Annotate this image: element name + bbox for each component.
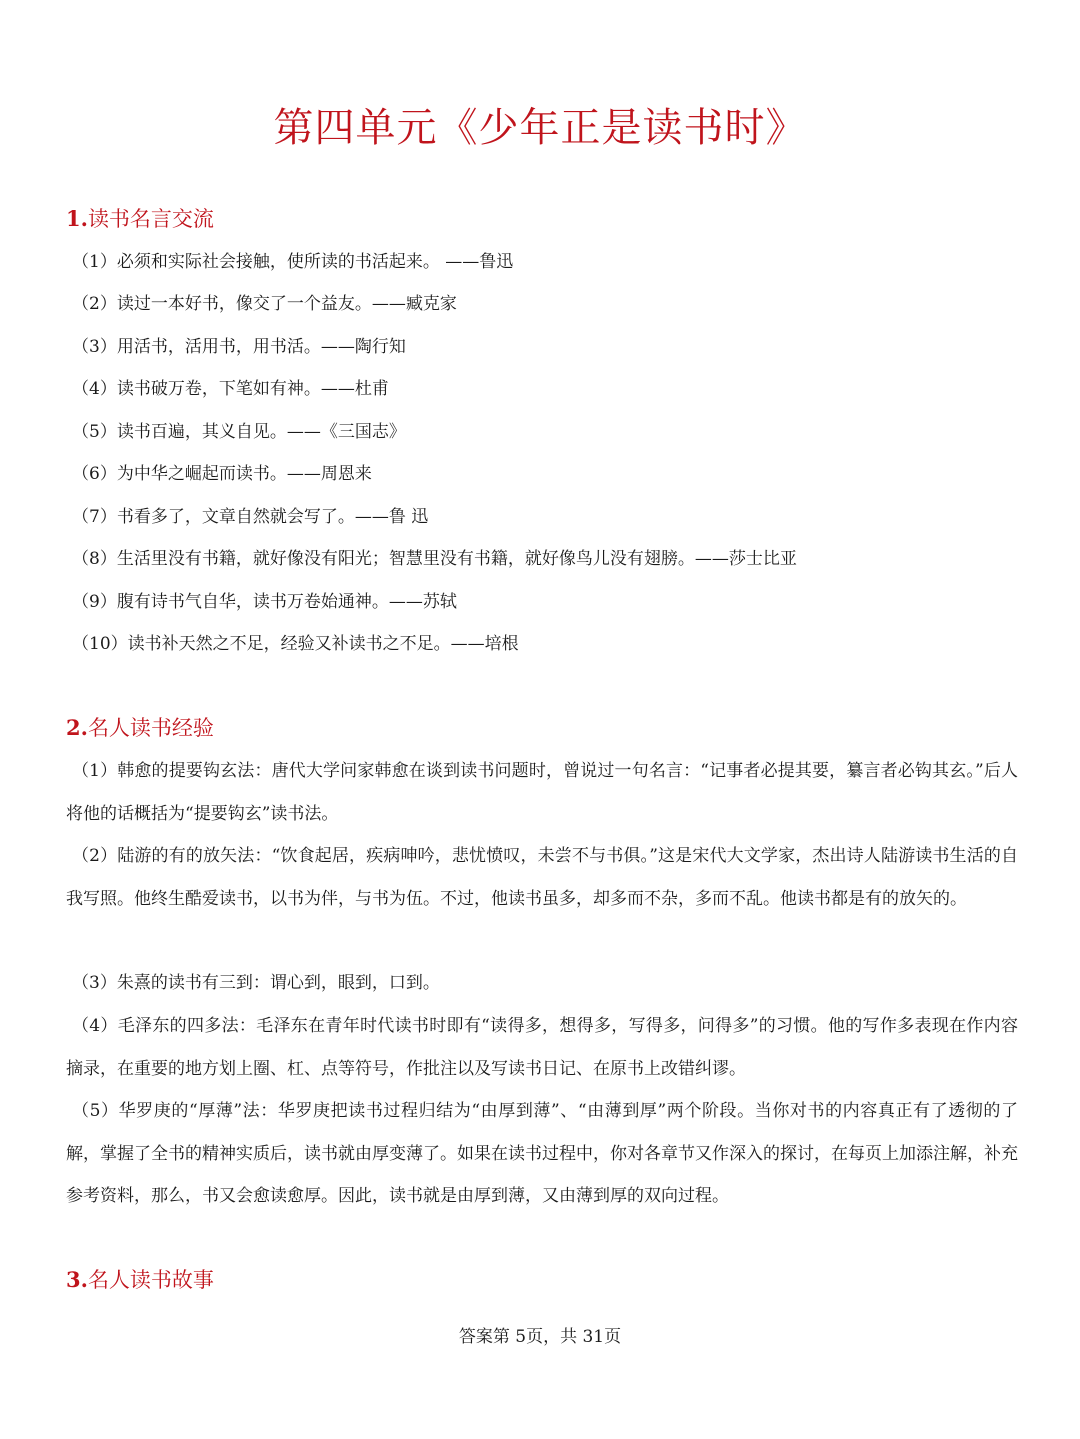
quote-item: （8）生活里没有书籍，就好像没有阳光；智慧里没有书籍，就好像鸟儿没有翅膀。——莎士比亚 <box>72 549 797 569</box>
section-heading-experience <box>66 713 214 743</box>
paragraph-text: （2）陆游的有的放矢法：“饮食起居，疾病呻吟，悲忧愤叹，未尝不与书俱。”这是宋代大文学家，杰出诗人陆游读书生活的自我写照。他终生酷爱读书，以书为伴，与书为伍。不过，他读书虽多，却多而不杂，多而不乱。他读书都是有的放矢的。 <box>66 846 1018 909</box>
paragraph-text: （4）毛泽东的四多法：毛泽东在青年时代读书时即有“读得多，想得多，写得多，问得多”的习惯。他的写作多表现在作内容摘录，在重要的地方划上圈、杠、点等符号，作批注以及写读书日记、在原书上改错纠谬。 <box>66 1016 1018 1079</box>
section-title: 名人读书故事 <box>87 1268 214 1292</box>
quote-item: （3）用活书，活用书，用书活。——陶行知 <box>72 337 406 357</box>
quote-item: （5）读书百遍，其义自见。——《三国志》 <box>72 422 406 442</box>
quote-item: （4）读书破万卷，下笔如有神。——杜甫 <box>72 379 389 399</box>
experience-paragraph <box>66 1005 1018 1090</box>
quote-item: （7）书看多了，文章自然就会写了。——鲁 迅 <box>72 507 429 527</box>
section-number: 1. <box>66 206 88 231</box>
page-title: 第四单元《少年正是读书时》 <box>273 105 807 151</box>
quote-item: （9）腹有诗书气自华，读书万卷始通神。——苏轼 <box>72 592 457 612</box>
section-number: 3. <box>66 1267 88 1292</box>
quote-item: （10）读书补天然之不足，经验又补读书之不足。——培根 <box>72 634 519 654</box>
experience-paragraph <box>66 835 1018 920</box>
paragraph-text: （1）韩愈的提要钩玄法：唐代大学问家韩愈在谈到读书问题时，曾说过一句名言：“记事者必提其要，纂言者必钩其玄。”后人将他的话概括为“提要钩玄”读书法。 <box>66 761 1018 824</box>
quote-item: （6）为中华之崛起而读书。——周恩来 <box>72 464 372 484</box>
experience-paragraph <box>66 1090 1018 1218</box>
paragraph-text: （3）朱熹的读书有三到：谓心到，眼到，口到。 <box>72 973 440 993</box>
experience-paragraph <box>66 962 1018 1005</box>
page-footer: 答案第 5页，共 31页 <box>458 1327 622 1347</box>
section-title: 读书名言交流 <box>87 207 214 231</box>
experience-paragraph <box>66 750 1018 835</box>
quote-item: （1）必须和实际社会接触，使所读的书活起来。 ——鲁迅 <box>72 252 514 272</box>
section-title: 名人读书经验 <box>87 716 214 740</box>
quote-item: （2）读过一本好书，像交了一个益友。——臧克家 <box>72 294 457 314</box>
paragraph-text: （5）华罗庚的“厚薄”法：华罗庚把读书过程归结为“由厚到薄”、“由薄到厚”两个阶段。当你对书的内容真正有了透彻的了解，掌握了全书的精神实质后，读书就由厚变薄了。如果在读书过程中，你对各章节又作深入的探讨，在每页上加添注解，补充参考资料，那么，书又会愈读愈厚。因此，读书就是由厚到薄，又由薄到厚的双向过程。 <box>66 1101 1018 1206</box>
section-number: 2. <box>66 715 88 740</box>
section-heading-stories <box>66 1265 214 1295</box>
section-heading-quotes <box>66 204 214 234</box>
